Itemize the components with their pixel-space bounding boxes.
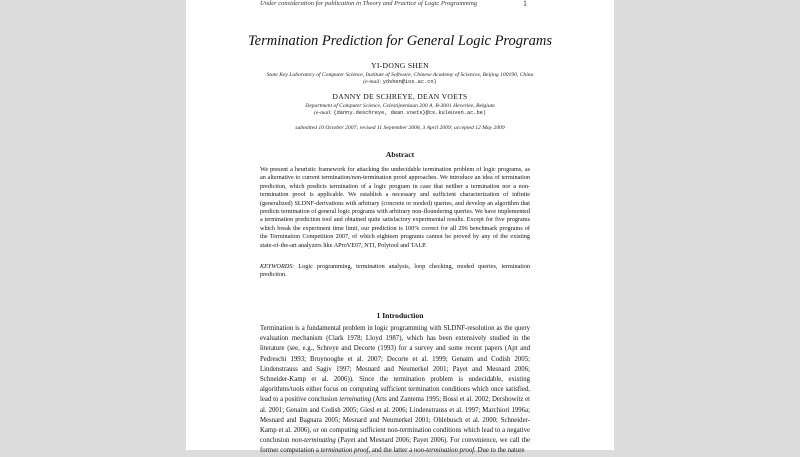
paper-page: [186, 0, 614, 455]
email-kuleuven: [186, 110, 614, 116]
keywords-text: Logic programming, termination analysis, loop checking, moded queries, termination prediction.: [260, 263, 531, 279]
intro-term-non-terminating: non-terminating: [291, 437, 336, 445]
submission-dates: submitted 10 October 2007; revised 11 September 2008, 3 April 2009; accepted 12 May 2009: [295, 125, 505, 131]
email-label: (e-mail:: [363, 79, 382, 85]
intro-term-non-termination-proof: non-termination proof.: [413, 447, 476, 455]
running-head: Under consideration for publication in Theory and Practice of Logic Programming: [260, 0, 478, 7]
email-address: {danny.deschreye, dean.voets}@cs.kuleuven.ac.be): [333, 110, 486, 116]
authors-deschreye-voets: DANNY DE SCHREYE, DEAN VOETS: [332, 92, 468, 101]
intro-text-mid2: (Payet and Mesnard 2006; Payet 2006). For convenience, we call the former computation a: [260, 437, 531, 455]
section-heading-introduction: 1 Introduction: [376, 311, 424, 320]
keywords: [260, 263, 530, 280]
keywords-label: KEYWORDS:: [260, 263, 295, 270]
intro-term-terminating: terminating: [339, 396, 372, 404]
abstract-body: We present a heuristic framework for attacking the undecidable termination problem of logic programs, as an alternative to current termination/non-termination proof approaches. We introduce an idea of termination prediction, which predicts termination of a logic program in case that neither a termination nor a non-termination proof is applicable. We establish a necessary and sufficient characterization of infinite (generalized) SLDNF-derivations with arbitrary (concrete or moded) queries, and develop an algorithm that predicts termination of general logic programs with arbitrary non-floundering queries. We have implemented a termination prediction tool and obtained quite satisfactory experimental results. Except for five programs which break the experiment time limit, our prediction is 100% correct for all 296 benchmark programs of the Termination Competition 2007, of which eighteen programs cannot be proved by any of the existing state-of-the-art analyzers like AProVE07, NTI, Polytool and TALP.: [260, 166, 530, 249]
introduction-body: [260, 324, 530, 457]
page-number: 1: [523, 0, 527, 8]
abstract-heading: Abstract: [385, 150, 415, 159]
affiliation-kuleuven: Department of Computer Science, Celestijnenlaan 200 A, B-3001 Heverlee, Belgium: [305, 103, 495, 109]
author-shen: YI-DONG SHEN: [371, 61, 429, 70]
email-address: ydshen@ios.ac.cn): [382, 79, 437, 85]
paper-title: Termination Prediction for General Logic Programs: [247, 33, 553, 49]
intro-text-mid1: (Arts and Zantema 1995; Bossi et al. 2002; Dershowitz et al. 2001; Genaim and Codish 2005; Giesl et al. 2006; Lindenstrauss et al. 1997; Marchiori 1996a; Mesnard and Bagnara 2005; Mesnard and Neumerkel 2001; Ohlebusch et al. 2000; Schneider-Kamp et al. 2006), or on computing sufficient non-termination conditions which lead to a negative conclusion: [260, 396, 531, 445]
intro-text-start: Termination is a fundamental problem in logic programming with SLDNF-resolution as the query evaluation mechanism (Clark 1978; Lloyd 1987), which has been extensively studied in the literature (see, e.g., Schreye and Decorte (1993) for a survey and some recent papers (Apt and Pedreschi 1993; Bruynooghe et al. 2007; Decorte et al. 1999; Genaim and Codish 2005; Lindenstrauss and Sagiv 1997; Mesnard and Neumerkel 2001; Payet and Mesnard 2006; Schneider-Kamp et al. 2006)). Since the termination problem is undecidable, existing algorithms/tools either focus on computing sufficient termination conditions which once satisfied, lead to a positive conclusion: [260, 325, 530, 404]
affiliation-shen: State Key Laboratory of Computer Science, Institute of Software, Chinese Academy of Sciences, Beijing 100190, China: [266, 72, 534, 78]
email-label: (e-mail:: [313, 110, 333, 116]
intro-text-mid3: and the latter a: [371, 447, 413, 455]
intro-term-termination-proof: termination proof,: [320, 447, 371, 455]
intro-text-end: Due to the nature: [477, 447, 525, 455]
email-shen: [186, 79, 614, 85]
